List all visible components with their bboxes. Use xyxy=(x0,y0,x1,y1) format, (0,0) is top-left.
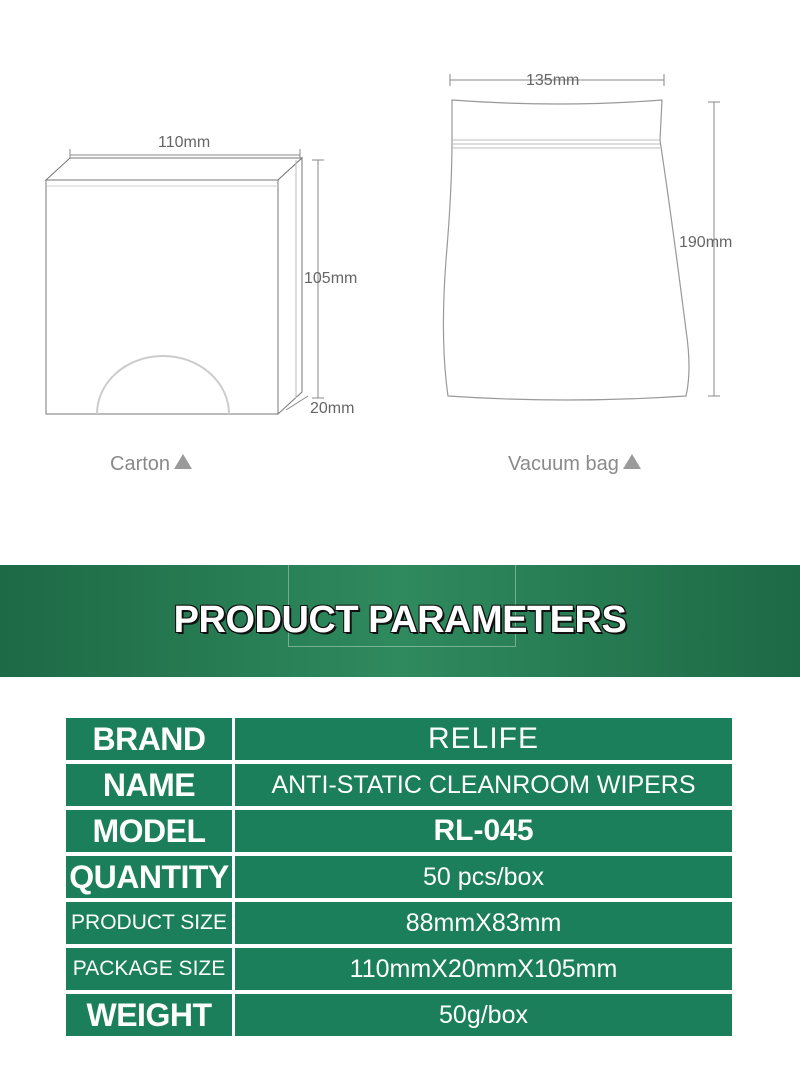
bag-width-label: 135mm xyxy=(526,72,580,89)
row-label: WEIGHT xyxy=(66,994,232,1036)
banner-title: PRODUCT PARAMETERS xyxy=(173,599,627,641)
carton-caption-text: Carton xyxy=(110,453,171,475)
carton-depth-label: 20mm xyxy=(310,400,355,417)
row-label: MODEL xyxy=(66,810,232,852)
row-label: PRODUCT SIZE xyxy=(66,902,232,944)
row-value: RL-045 xyxy=(235,810,732,852)
table-row xyxy=(66,764,732,806)
bag-height-label: 190mm xyxy=(679,234,733,251)
table-row xyxy=(66,994,732,1036)
table-row xyxy=(66,810,732,852)
row-value: RELIFE xyxy=(235,718,732,760)
parameters-banner xyxy=(0,565,800,677)
triangle-up-icon xyxy=(174,454,192,469)
carton-width-label: 110mm xyxy=(158,134,211,151)
row-value: 88mmX83mm xyxy=(235,902,732,944)
bag-caption xyxy=(508,453,641,476)
row-label: QUANTITY xyxy=(66,856,232,898)
row-label: NAME xyxy=(66,764,232,806)
row-label: BRAND xyxy=(66,718,232,760)
carton-height-label: 105mm xyxy=(304,270,358,287)
bag-caption-text: Vacuum bag xyxy=(508,453,619,475)
table-row xyxy=(66,856,732,898)
table-row xyxy=(66,902,732,944)
vacuum-bag-diagram xyxy=(0,0,800,440)
triangle-up-icon xyxy=(623,454,641,469)
row-value: 50 pcs/box xyxy=(235,856,732,898)
row-value: ANTI-STATIC CLEANROOM WIPERS xyxy=(235,764,732,806)
row-value: 110mmX20mmX105mm xyxy=(235,948,732,990)
parameters-table xyxy=(66,718,732,1040)
row-label: PACKAGE SIZE xyxy=(66,948,232,990)
table-row xyxy=(66,948,732,990)
carton-caption xyxy=(110,453,192,476)
row-value: 50g/box xyxy=(235,994,732,1036)
table-row xyxy=(66,718,732,760)
